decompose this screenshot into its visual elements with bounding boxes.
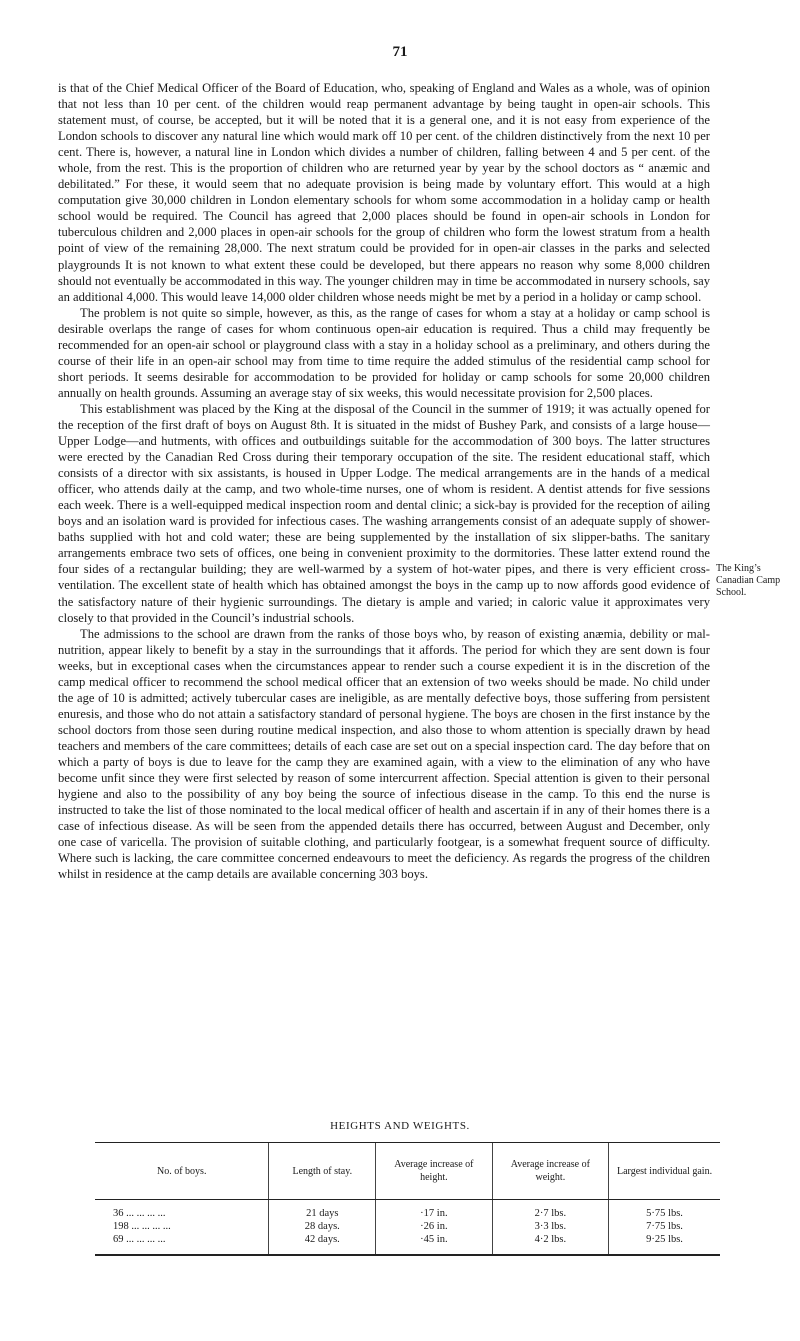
cell-weight: 3·3 lbs. bbox=[492, 1220, 608, 1233]
paragraph-3: This establishment was placed by the King at the disposal of the Council in the summer of 1919; it was actually opened for the reception of the first draft of boys on August 8th. It is situated in the midst of Bushey Park, and consists of a large house—Upper Lodge—and hutments, with offices and outbuildings suitable for the accommodation of 300 boys. The latter structures were erected by the Canadian Red Cross during their temporary occupation of the site. The resident educational staff, which consists of a director with six assistants, is housed in Upper Lodge. The medical arrangements are in the hands of a medical officer, who attends daily at the camp, and two whole-time nurses, one of whom is resident. A dentist attends for five sessions each week. There is a well-equipped medical inspection room and dental clinic; a sick-bay is provided for the reception of ailing boys and an isolation ward is provided for infectious cases. The washing arrangements consist of an adequate supply of shower-baths supplied with hot and cold water; these are being supplemented by the installation of six slipper-baths. The sanitary arrangements embrace two sets of offices, one being in convenient proximity to the dormitories. These latter extend round the four sides of a rectangular building; they are well-warmed by a system of hot-water pipes, and there is very efficient cross-ventilation. The excellent state of health which has obtained amongst the boys in the camp up to now affords good evidence of the satisfactory nature of their hygienic surroundings. The dietary is ample and varied; in caloric value it approximates very closely to that provided in the Council’s industrial schools. bbox=[58, 401, 710, 625]
cell-height: ·26 in. bbox=[376, 1220, 492, 1233]
cell-stay: 28 days. bbox=[269, 1220, 376, 1233]
heights-weights-table bbox=[95, 1142, 720, 1256]
header-weight: Average increase of weight. bbox=[492, 1143, 608, 1200]
cell-height: ·17 in. bbox=[376, 1200, 492, 1221]
table-title: HEIGHTS AND WEIGHTS. bbox=[330, 1120, 470, 1132]
cell-height: ·45 in. bbox=[376, 1233, 492, 1255]
cell-stay: 21 days bbox=[269, 1200, 376, 1221]
margin-note: The King’s Canadian Camp School. bbox=[716, 563, 781, 598]
paragraph-4: The admissions to the school are drawn from the ranks of those boys who, by reason of existing anæmia, debility or mal-nutrition, appear likely to benefit by a stay in the surroundings that it affords. The period for which they are sent down is four weeks, but in exceptional cases when the circumstances appear to render such a course expedient it is in the discretion of the camp medical officer to recommend the school medical officer that an extension of two weeks should be made. No child under the age of 10 is admitted; actively tubercular cases are ineligible, as are mentally defective boys, those suffering from persistent enuresis, and those who do not attain a satisfactory standard of personal hygiene. The boys are chosen in the first instance by the school doctors from those seen during routine medical inspection, and also those to whom attention is specially drawn by head teachers and members of the care committees; details of each case are set out on a special inspection card. The day before that on which a party of boys is due to leave for the camp they are examined again, with a view to the elimination of any who have become unfit since they were first selected by reason of some intercurrent affection. Special attention is given to their personal hygiene and also to the possibility of any boy being the source of infectious disease in the camp. To this end the nurse is instructed to take the list of those nominated to the local medical officer of health and ascertain if in any of their homes there is a case of infectious disease. As will be seen from the appended details there has occurred, between August and December, only one case of varicella. The provision of suitable clothing, and particularly footgear, is a somewhat frequent source of difficulty. Where such is lacking, the care committee concerned endeavours to meet the deficiency. As regards the progress of the children whilst in residence at the camp details are available concerning 303 boys. bbox=[58, 626, 710, 882]
table-row bbox=[95, 1233, 720, 1255]
cell-boys: 69 ... ... ... ... bbox=[95, 1233, 269, 1255]
cell-gain: 7·75 lbs. bbox=[609, 1220, 720, 1233]
cell-gain: 5·75 lbs. bbox=[609, 1200, 720, 1221]
cell-gain: 9·25 lbs. bbox=[609, 1233, 720, 1255]
cell-weight: 4·2 lbs. bbox=[492, 1233, 608, 1255]
paragraph-2: The problem is not quite so simple, however, as this, as the range of cases for whom a stay at a holiday or camp school is desirable overlaps the range of cases for whom continuous open-air education is required. Thus a child may frequently be recommended for an open-air school or playground class with a stay in a holiday school as a preliminary, and others during the course of their life in an open-air school may from time to time require the added stimulus of the residential camp school for short periods. It seems desirable for accommodation to be provided for holiday or camp schools for some 20,000 children annually on health grounds. Assuming an average stay of six weeks, this would necessitate provision for 2,500 places. bbox=[58, 305, 710, 400]
cell-stay: 42 days. bbox=[269, 1233, 376, 1255]
table-header-row bbox=[95, 1143, 720, 1200]
header-boys: No. of boys. bbox=[95, 1143, 269, 1200]
header-stay: Length of stay. bbox=[269, 1143, 376, 1200]
body-text bbox=[58, 80, 710, 882]
paragraph-1: is that of the Chief Medical Officer of the Board of Education, who, speaking of England and Wales as a whole, was of opinion that not less than 10 per cent. of the children would reap permanent advantage by being taught in open-air schools. This statement must, of course, be accepted, but it will be noted that it is a general one, and it is not easy from experience of the London schools to discover any natural line which would mark off 10 per cent. of the children distinctively from the next 10 per cent. There is, however, a natural line in London which divides a number of children, falling between 4 and 5 per cent. of the whole, from the rest. This is the proportion of children who are returned year by year by the school doctors as “ anæmic and debilitated.” For these, it would seem that no adequate provision is being made by voluntary effort. This would at a high computation give 30,000 children in London elementary schools for whom some accommodation in a holiday camp or health school would be required. The Council has agreed that 2,000 places should be found in open-air schools in London for tuberculous children and 2,000 places in open-air schools for the group of children who form the lowest stratum from a health point of view of the remaining 28,000. The next stratum could be provided for in open-air classes in the parks and selected playgrounds It is not known to what extent these could be developed, but there appears no reason why some 8,000 children should not eventually be accommodated in this way. The younger children may in time be accommodated in nursery schools, say an additional 4,000. This would leave 14,000 older children whose needs might be met by a period in a holiday or camp school. bbox=[58, 81, 710, 304]
header-gain: Largest individual gain. bbox=[609, 1143, 720, 1200]
cell-weight: 2·7 lbs. bbox=[492, 1200, 608, 1221]
header-height: Average increase of height. bbox=[376, 1143, 492, 1200]
page-number: 71 bbox=[392, 44, 408, 60]
table-row bbox=[95, 1220, 720, 1233]
table-row bbox=[95, 1200, 720, 1221]
cell-boys: 198 ... ... ... ... bbox=[113, 1221, 171, 1232]
cell-boys: 36 ... ... ... ... bbox=[113, 1208, 166, 1219]
